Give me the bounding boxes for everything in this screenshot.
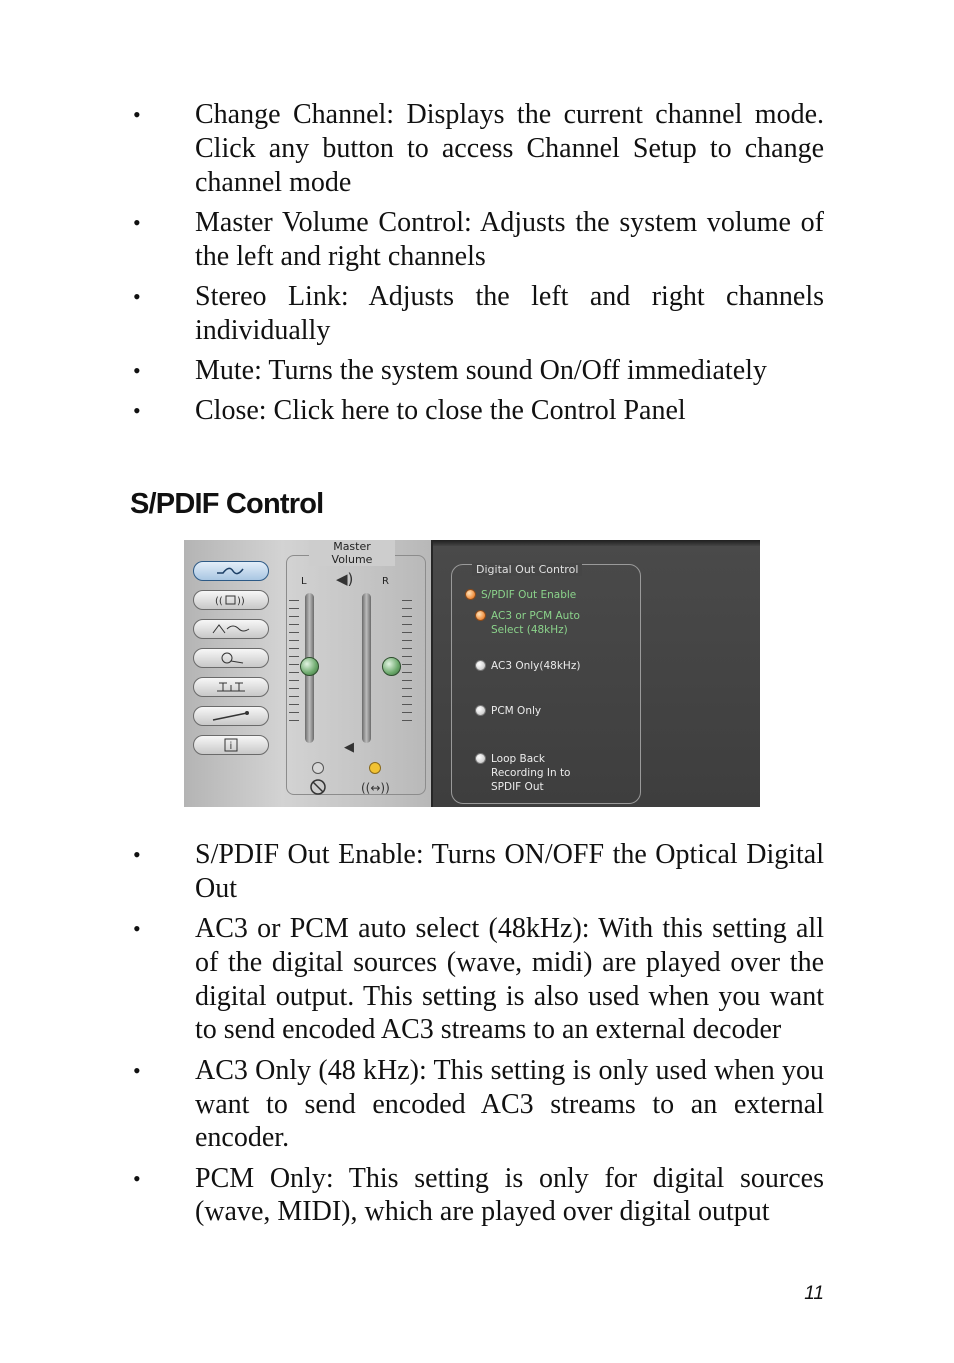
list-item-text: AC3 Only (48 kHz): This setting is only used when you want to send encoded AC3 streams to an external encoder. [195,1054,824,1154]
wave-mode-button[interactable] [193,561,269,581]
left-volume-slider-knob[interactable] [300,657,319,676]
page-number: 11 [804,1283,824,1304]
bullet-icon: • [133,842,141,867]
list-item [130,912,824,1047]
mute-icon[interactable] [309,778,327,796]
list-item [130,98,824,199]
radio-icon [475,705,486,716]
stereo-link-radio[interactable] [369,762,381,774]
list-item [130,1162,824,1230]
option-label: AC3 Only(48kHz) [491,660,581,672]
radio-icon [475,753,486,764]
wave-icon [213,565,249,577]
list-item-text: PCM Only: This setting is only for digital sources (wave, MIDI), which are played over digital output [195,1162,824,1228]
section-heading: S/PDIF Control [130,488,324,520]
svg-text:)): )) [237,596,245,606]
control-panel-screenshot [184,540,760,807]
bullet-icon: • [133,1057,141,1083]
svg-text:((↔)): ((↔)) [361,781,390,795]
option-label: AC3 or PCM Auto Select (48kHz) [491,610,580,636]
speaker-mode-button[interactable] [193,590,269,610]
list-item-text: Master Volume Control: Adjusts the system volume of the left and right channels [195,206,824,272]
bullet-list-bottom [130,838,824,1229]
effect-mode-button[interactable] [193,619,269,639]
list-item-text: Stereo Link: Adjusts the left and right channels individually [195,280,824,346]
loop-back-option[interactable] [491,752,570,794]
option-label: PCM Only [491,705,542,717]
option-label: S/PDIF Out Enable [481,589,577,601]
right-volume-track[interactable] [362,593,371,743]
volume-speaker-icon: ◀) [336,570,354,588]
karaoke-icon [211,652,251,664]
svg-text:i: i [229,741,233,752]
svg-text:((: (( [215,596,223,606]
speaker-icon [211,594,251,606]
info-button[interactable] [193,735,269,755]
radio-icon [465,589,476,600]
bullet-icon: • [133,358,141,384]
list-item-text: Close: Click here to close the Control Panel [195,395,686,427]
right-channel-label: R [382,576,389,587]
list-item-text: S/PDIF Out Enable: Turns ON/OFF the Optical Digital Out [195,839,824,904]
master-volume-label: Master Volume [309,540,395,566]
bullet-icon: • [133,283,141,309]
bullet-icon: • [133,916,141,942]
right-volume-slider-knob[interactable] [382,657,401,676]
mute-radio[interactable] [312,762,324,774]
minimum-volume-icon: ◀ [344,740,354,755]
list-item [130,838,824,906]
bullet-icon: • [133,398,141,424]
list-item [130,1054,824,1155]
stereo-link-icon[interactable] [360,778,394,796]
radio-icon [475,660,486,671]
left-ticks [289,600,299,730]
left-channel-label: L [301,576,307,587]
bullet-icon: • [133,102,141,127]
bullet-icon: • [133,1165,141,1191]
equalizer-icon [211,681,251,693]
list-item [130,354,824,388]
option-label: Loop Back Recording In to SPDIF Out [491,753,571,793]
karaoke-mode-button[interactable] [193,648,269,668]
link-mode-button[interactable] [193,706,269,726]
digital-out-group-title: Digital Out Control [472,563,582,576]
list-item [130,394,824,428]
cable-icon [209,710,253,722]
list-item-text: AC3 or PCM auto select (48kHz): With this setting all of the digital sources (wave, midi) are played over the digital output. This setting is also used when you want to send encoded AC3 streams to an external decoder [195,913,824,1046]
info-icon [219,738,243,752]
effect-icon [209,623,253,635]
ac3-only-option[interactable] [491,659,580,673]
pcm-only-option[interactable] [491,704,541,718]
spdif-out-enable-option[interactable] [481,588,576,602]
right-ticks [402,600,412,730]
list-item [130,280,824,348]
equalizer-mode-button[interactable] [193,677,269,697]
list-item [130,206,824,274]
ac3-pcm-auto-option[interactable] [491,609,580,637]
bullet-icon: • [133,209,141,235]
bullet-list-top [130,98,824,428]
list-item-text: Change Channel: Displays the current channel mode. Click any button to access Channel Setup to change channel mode [195,99,824,198]
list-item-text: Mute: Turns the system sound On/Off immediately [195,355,767,387]
radio-icon [475,610,486,621]
